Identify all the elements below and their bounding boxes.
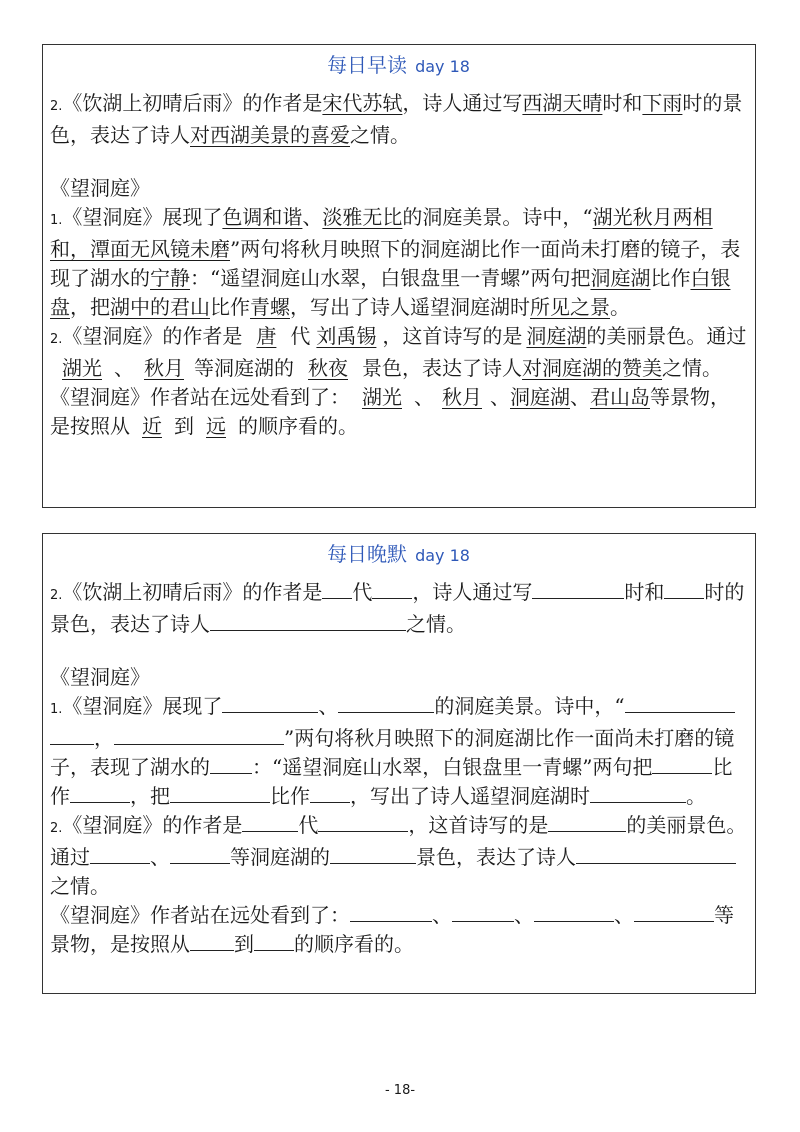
morning-question-2 — [50, 89, 747, 150]
text: 的美丽景色。通过 — [50, 813, 747, 869]
text: 的顺序看的。 — [238, 414, 358, 438]
answer: 秋月 — [144, 356, 184, 380]
text: ，诗人通过写 — [412, 580, 533, 604]
morning-paragraph-3 — [50, 383, 747, 441]
text: ，写出了诗人遥望洞庭湖时 — [350, 784, 590, 808]
question-number: 2. — [50, 99, 63, 114]
text: 比作 — [50, 755, 733, 808]
answer: 君山岛 — [590, 385, 650, 409]
text: 的洞庭美景。诗中，“ — [434, 694, 625, 718]
blank-field[interactable] — [210, 753, 252, 774]
blank-field[interactable] — [350, 901, 432, 922]
blank-field[interactable] — [190, 930, 234, 951]
blank-field[interactable] — [90, 843, 150, 864]
text: 《望洞庭》作者站在远处看到了： — [50, 385, 350, 409]
blank-field[interactable] — [210, 610, 406, 631]
text: 时的景色，表达了诗人 — [50, 91, 743, 147]
morning-card-title — [50, 53, 747, 79]
answer-scene-rain: 下雨 — [642, 91, 683, 115]
text: 、 — [514, 903, 534, 927]
text: 景色，表达了诗人 — [362, 356, 522, 380]
text: 时的景色，表达了诗人 — [50, 580, 745, 636]
text: 、 — [414, 385, 434, 409]
evening-section-heading: 《望洞庭》 — [50, 665, 150, 689]
answer: 宁静 — [150, 266, 190, 290]
text: 到 — [234, 932, 254, 956]
morning-paragraph-1 — [50, 203, 747, 322]
blank-field[interactable] — [242, 811, 298, 832]
morning-paragraph-2 — [50, 322, 747, 383]
text: ”两句将秋月映照下的洞庭湖比作一面尚未打磨的镜子，表现了湖水的 — [50, 726, 735, 779]
text: 《望洞庭》的作者是 — [62, 813, 243, 837]
morning-title-text: 每日早读 — [327, 53, 408, 77]
text: ，这首诗写的是 — [408, 813, 549, 837]
text: 景色，表达了诗人 — [416, 845, 576, 869]
evening-card-title — [50, 542, 747, 568]
blank-field[interactable] — [452, 901, 514, 922]
text: ，诗人通过写 — [402, 91, 523, 115]
evening-paragraph-3 — [50, 901, 747, 959]
blank-field[interactable] — [170, 843, 230, 864]
text: 之情。 — [406, 612, 466, 636]
blank-field[interactable] — [322, 578, 352, 599]
morning-day-label: day 18 — [415, 57, 470, 76]
evening-title-text: 每日晚默 — [327, 542, 408, 566]
text: 、 — [318, 694, 339, 718]
answer: 淡雅无比 — [322, 205, 403, 229]
blank-field[interactable] — [70, 782, 130, 803]
text: ， — [94, 726, 114, 750]
evening-question-2 — [50, 578, 747, 639]
answer: 近 — [142, 414, 162, 438]
blank-field[interactable] — [310, 782, 350, 803]
question-number: 2. — [50, 821, 63, 836]
text: 比作 — [650, 266, 691, 290]
answer: 洞庭湖 — [590, 266, 651, 290]
question-number: 2. — [50, 588, 63, 603]
evening-day-label: day 18 — [415, 546, 470, 565]
text: 《望洞庭》作者站在远处看到了： — [50, 903, 350, 927]
evening-paragraph-2 — [50, 811, 747, 901]
blank-field[interactable] — [534, 901, 614, 922]
text: 、 — [490, 385, 510, 409]
text: 比作 — [270, 784, 310, 808]
blank-field[interactable] — [616, 843, 736, 864]
text: 之情。 — [50, 874, 110, 898]
text: 的美丽景色。通过 — [586, 324, 747, 348]
text: 《望洞庭》展现了 — [62, 205, 223, 229]
morning-reading-card — [42, 44, 756, 508]
text: 、 — [570, 385, 590, 409]
blank-field[interactable] — [222, 692, 318, 713]
blank-field[interactable] — [576, 843, 616, 864]
text: ，这首诗写的是 — [382, 324, 523, 348]
question-number: 1. — [50, 213, 63, 228]
answer: 洞庭湖 — [526, 324, 587, 348]
answer: 湖光 — [62, 356, 102, 380]
answer: 远 — [206, 414, 226, 438]
text: ”两句将秋月映照下的洞庭湖比作一面尚未打磨的镜子，表现了湖水的 — [50, 237, 741, 290]
text: 等景物，是按照从 — [50, 903, 734, 956]
evening-paragraph-1 — [50, 692, 747, 811]
text: 的顺序看的。 — [294, 932, 414, 956]
text: ：“遥望洞庭山水翠，白银盘里一青螺”两句把 — [190, 266, 591, 290]
blank-field[interactable] — [254, 930, 294, 951]
page-number: - 18- — [384, 1083, 416, 1098]
text: 、 — [150, 845, 170, 869]
answer: 色调和谐 — [222, 205, 303, 229]
blank-field[interactable] — [50, 724, 94, 745]
answer: 对洞庭湖的赞美 — [522, 356, 662, 380]
blank-field[interactable] — [170, 782, 270, 803]
blank-field[interactable] — [330, 843, 416, 864]
blank-field[interactable] — [338, 692, 434, 713]
evening-recitation-card — [42, 533, 756, 994]
question-number: 1. — [50, 702, 63, 717]
text: 等洞庭湖的 — [230, 845, 330, 869]
blank-field[interactable] — [318, 811, 408, 832]
text: 时和 — [602, 91, 643, 115]
answer: 洞庭湖 — [510, 385, 570, 409]
text: 之情。 — [350, 123, 410, 147]
text: 比作 — [210, 295, 250, 319]
answer: 刘禹锡 — [316, 324, 377, 348]
text: 。 — [610, 295, 630, 319]
text: 等洞庭湖的 — [194, 356, 294, 380]
text: 《饮湖上初晴后雨》的作者是 — [62, 580, 323, 604]
text: 、 — [614, 903, 634, 927]
question-number: 2. — [50, 332, 63, 347]
answer-emotion: 对西湖美景的喜爱 — [190, 123, 350, 147]
text: ：“遥望洞庭山水翠，白银盘里一青螺”两句把 — [252, 755, 653, 779]
answer: 青螺 — [250, 295, 290, 319]
blank-field[interactable] — [634, 901, 714, 922]
text: 代 — [352, 580, 373, 604]
text: ，把 — [70, 295, 110, 319]
text: 《望洞庭》的作者是 — [62, 324, 243, 348]
text: 代 — [298, 813, 319, 837]
blank-field[interactable] — [548, 811, 626, 832]
answer: 秋月 — [442, 385, 482, 409]
answer: 唐 — [256, 324, 277, 348]
answer: 白银盘 — [50, 266, 731, 319]
blank-field[interactable] — [652, 753, 712, 774]
blank-field[interactable] — [114, 724, 284, 745]
blank-field[interactable] — [664, 578, 704, 599]
text: 《望洞庭》展现了 — [62, 694, 223, 718]
text: 时和 — [624, 580, 665, 604]
text: 、 — [114, 356, 134, 380]
answer-author: 宋代苏轼 — [322, 91, 403, 115]
morning-section-heading: 《望洞庭》 — [50, 176, 150, 200]
text: 、 — [302, 205, 323, 229]
answer-poem-lines: 湖光秋月两相和，潭面无风镜未磨 — [50, 205, 713, 261]
blank-field[interactable] — [590, 782, 686, 803]
blank-field[interactable] — [625, 692, 735, 713]
text: 。 — [686, 784, 706, 808]
answer: 湖中的君山 — [110, 295, 210, 319]
answer-scene-sunny: 西湖天晴 — [522, 91, 603, 115]
text: 、 — [432, 903, 452, 927]
text: 代 — [290, 324, 311, 348]
text: 到 — [174, 414, 194, 438]
answer: 秋夜 — [308, 356, 348, 380]
text: 的洞庭美景。诗中，“ — [402, 205, 593, 229]
answer: 湖光 — [362, 385, 402, 409]
text: ，写出了诗人遥望洞庭湖时 — [290, 295, 530, 319]
text: 之情。 — [662, 356, 722, 380]
text: ，把 — [130, 784, 170, 808]
answer: 所见之景 — [530, 295, 610, 319]
blank-field[interactable] — [372, 578, 412, 599]
text: 《饮湖上初晴后雨》的作者是 — [62, 91, 323, 115]
text: 等景物，是按照从 — [50, 385, 730, 438]
blank-field[interactable] — [532, 578, 624, 599]
